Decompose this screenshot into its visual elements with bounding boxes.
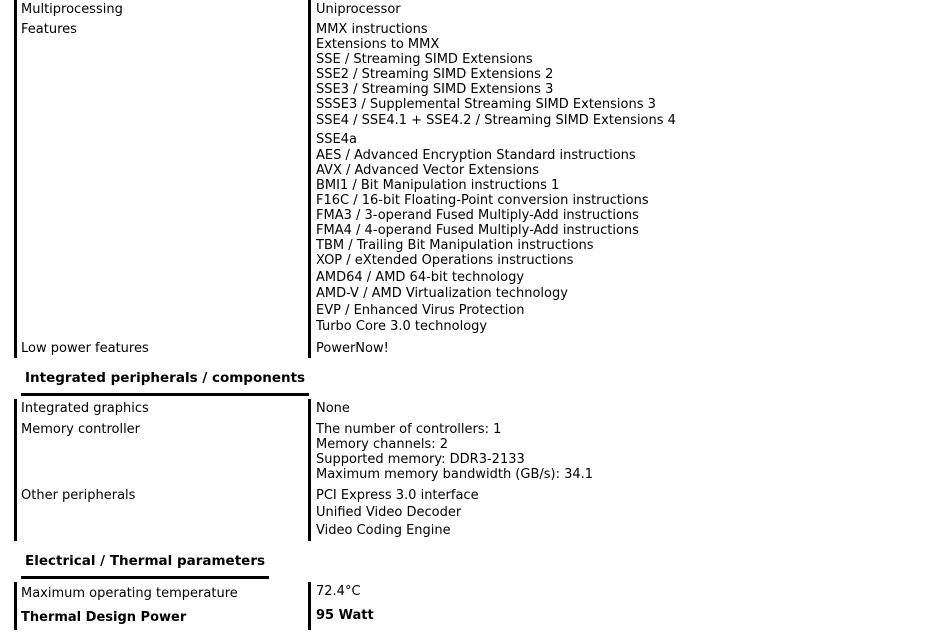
spec-value [316,608,374,623]
spec-value-line: F16C / 16-bit Floating-Point conversion instructions [316,193,649,208]
spec-value-line: Turbo Core 3.0 technology [316,319,488,334]
spec-value-line: None [316,401,350,416]
spec-value-line: Unified Video Decoder [316,505,462,520]
spec-value-line: The number of controllers: 1 [316,422,502,437]
spec-value-line: PowerNow! [316,341,389,356]
spec-value-line: AES / Advanced Encryption Standard instructions [316,148,636,163]
spec-value [316,584,361,599]
spec-value-line: Extensions to MMX [316,37,440,52]
spec-value-line: 72.4°C [316,584,361,599]
section-heading: Integrated peripherals / components [21,367,309,396]
spec-value-line: Supported memory: DDR3-2133 [316,452,525,467]
spec-value-line: FMA3 / 3-operand Fused Multiply-Add instructions [316,208,639,223]
spec-value [316,422,593,482]
spec-value-line: SSE4a [316,132,357,147]
right-rule [308,0,311,358]
spec-value [316,401,350,416]
spec-value-line: FMA4 / 4-operand Fused Multiply-Add instructions [316,223,639,238]
spec-label: Integrated graphics [21,401,149,416]
left-rule [14,582,17,630]
spec-label: Features [21,22,77,37]
spec-value-line: SSE3 / Streaming SIMD Extensions 3 [316,82,554,97]
section-heading: Electrical / Thermal parameters [21,550,269,579]
spec-label: Maximum operating temperature [21,586,238,601]
spec-value-line: XOP / eXtended Operations instructions [316,253,574,268]
spec-value [316,2,401,17]
spec-value-line: MMX instructions [316,22,428,37]
spec-value-line: Uniprocessor [316,2,401,17]
spec-label: Other peripherals [21,488,136,503]
left-rule [14,0,17,358]
spec-value-line: BMI1 / Bit Manipulation instructions 1 [316,178,560,193]
spec-value-line: 95 Watt [316,608,374,623]
spec-value-line: EVP / Enhanced Virus Protection [316,303,525,318]
spec-value [316,341,389,356]
spec-label: Low power features [21,341,149,356]
left-rule [14,399,17,541]
spec-value-line: SSE2 / Streaming SIMD Extensions 2 [316,67,554,82]
spec-label: Memory controller [21,422,141,437]
spec-value-line: Maximum memory bandwidth (GB/s): 34.1 [316,467,594,482]
spec-value-line: AMD64 / AMD 64-bit technology [316,270,525,285]
spec-value-line: PCI Express 3.0 interface [316,488,479,503]
spec-value-line: Memory channels: 2 [316,437,448,452]
spec-value-line: SSE4 / SSE4.1 + SSE4.2 / Streaming SIMD Extensions 4 [316,113,676,128]
spec-label: Multiprocessing [21,2,123,17]
spec-value-line: TBM / Trailing Bit Manipulation instructions [316,238,594,253]
spec-value-line: AVX / Advanced Vector Extensions [316,163,539,178]
right-rule [308,399,311,541]
spec-value [316,488,479,540]
spec-value-line: SSSE3 / Supplemental Streaming SIMD Extensions 3 [316,97,656,112]
spec-value-line: SSE / Streaming SIMD Extensions [316,52,533,67]
features-list [316,22,676,335]
right-rule [308,582,311,630]
spec-label: Thermal Design Power [21,610,187,625]
spec-value-line: Video Coding Engine [316,523,451,538]
spec-value-line: AMD-V / AMD Virtualization technology [316,286,568,301]
